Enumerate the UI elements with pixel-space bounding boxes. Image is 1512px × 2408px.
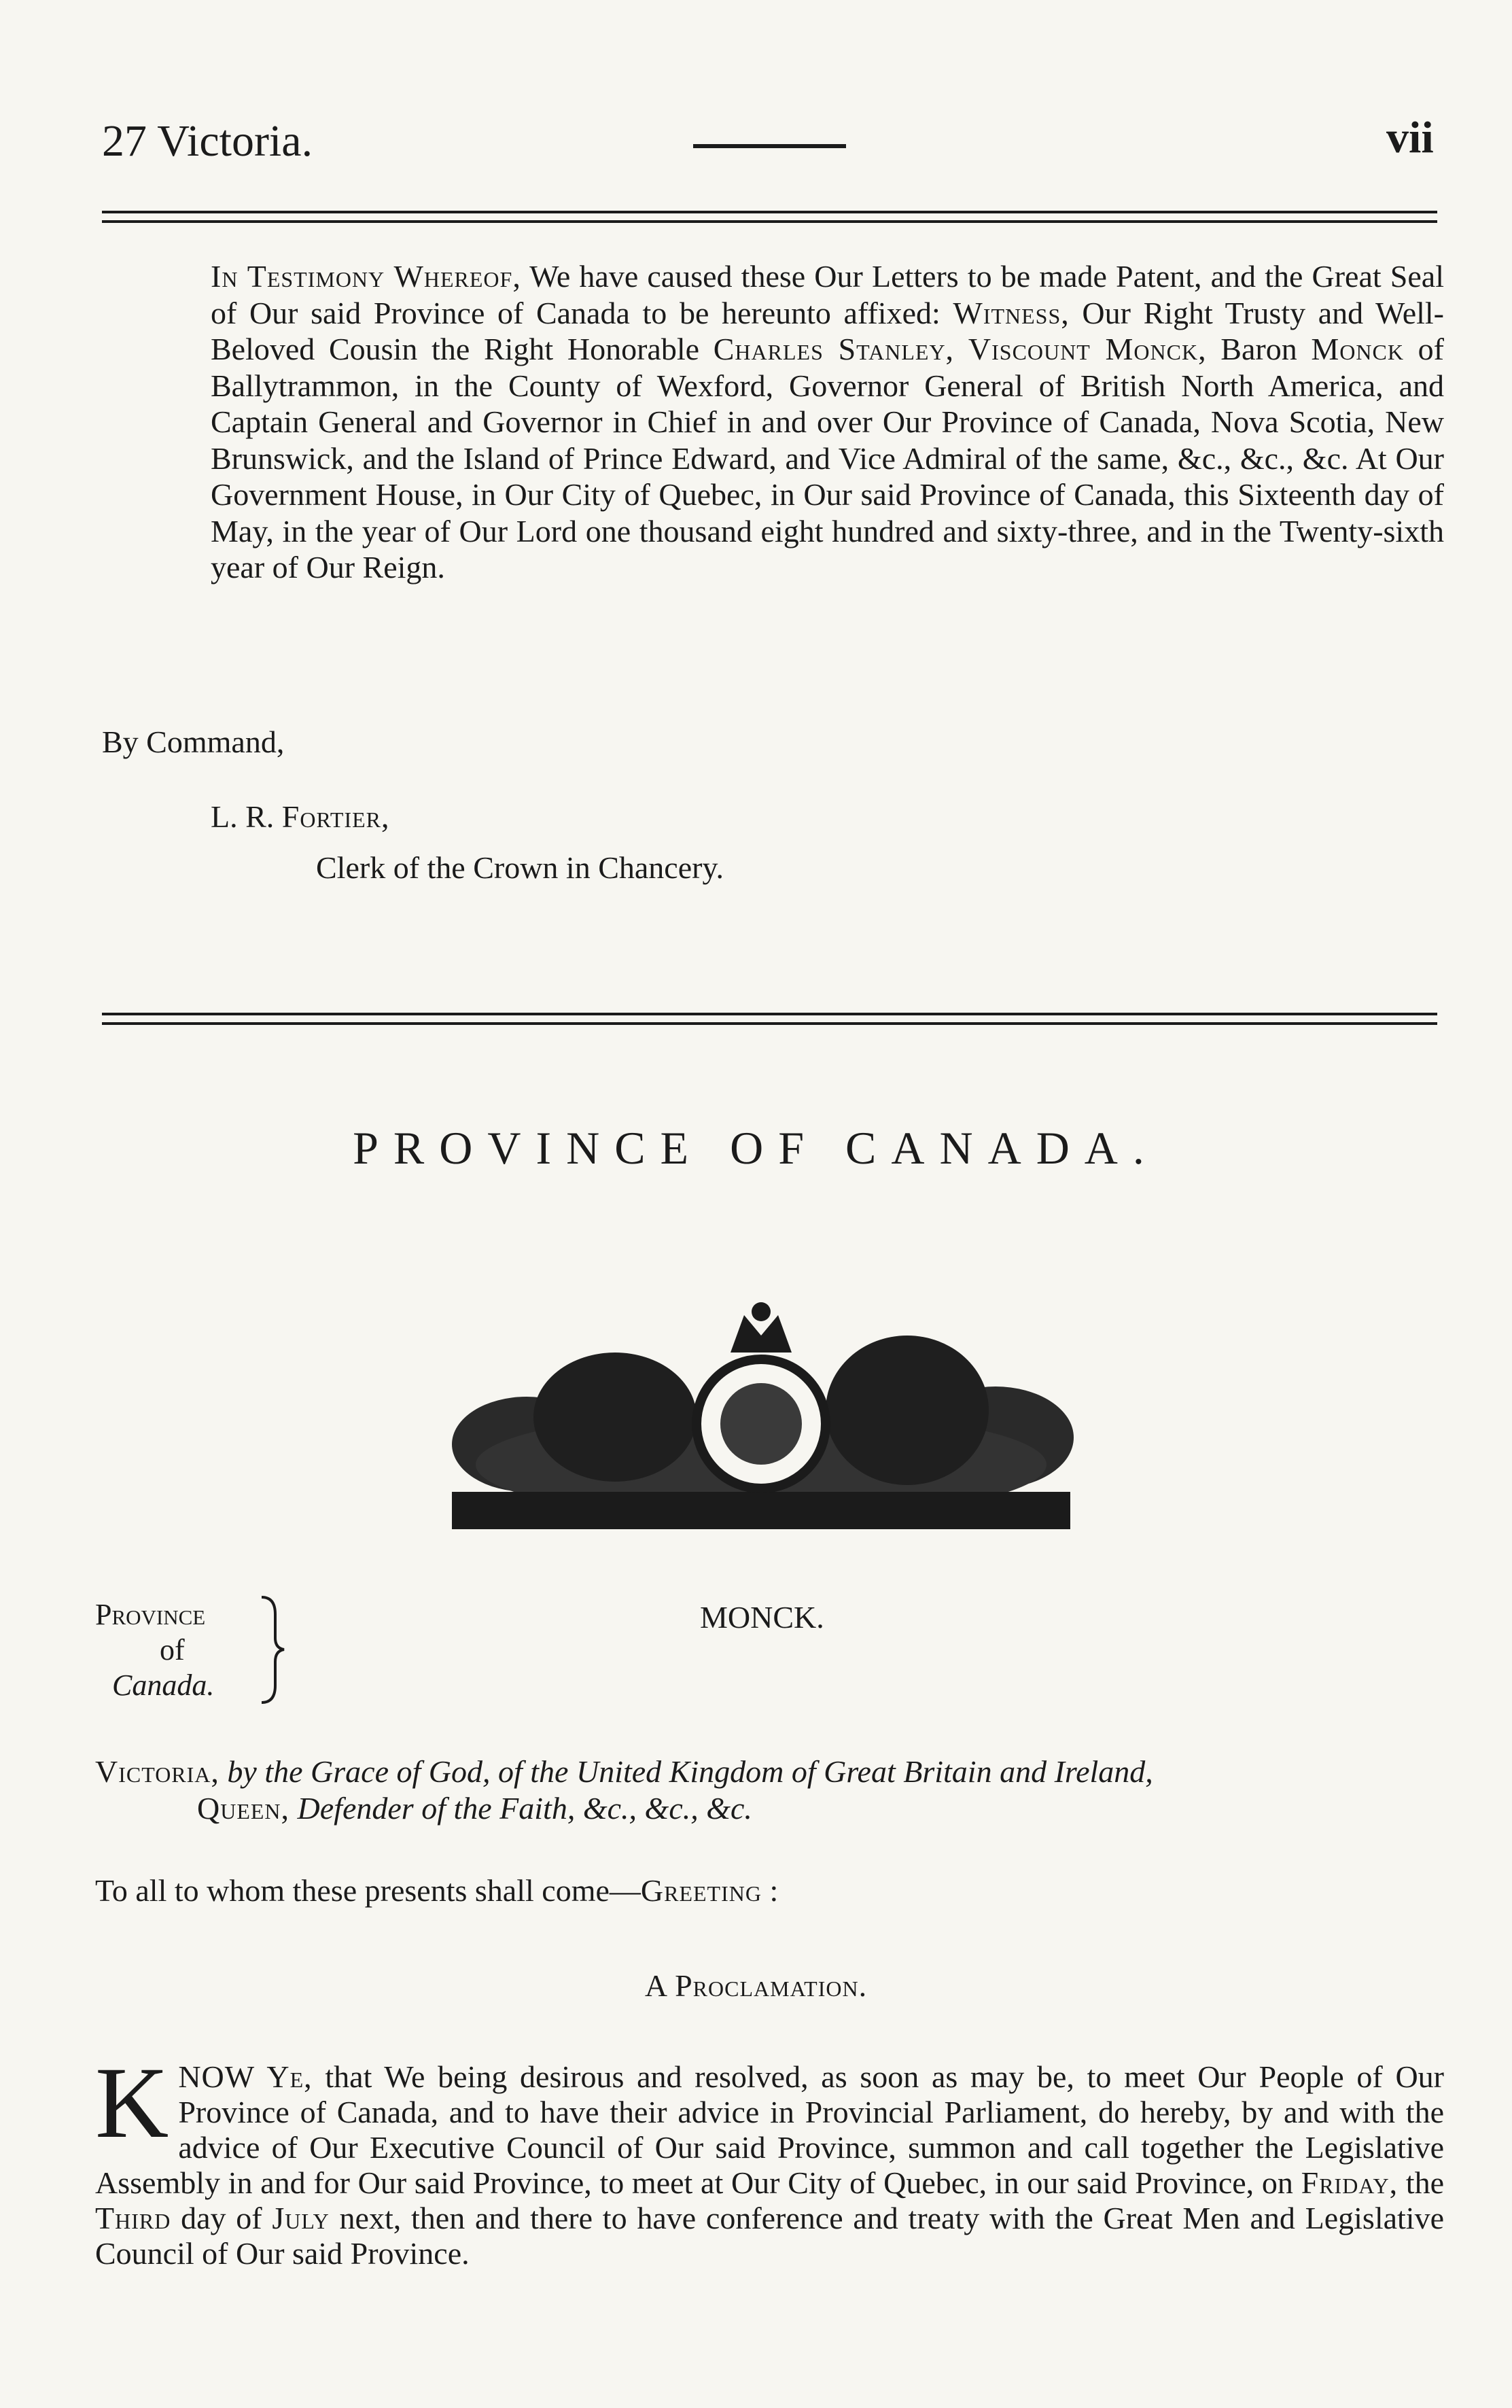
top-double-rule	[102, 211, 1437, 223]
province-line-2: of	[160, 1633, 185, 1667]
greeting-word: Greeting	[640, 1873, 762, 1908]
victoria-text-1: by the Grace of God, of the United Kingdom of Great Britain and Ireland,	[219, 1754, 1153, 1789]
province-marginal-block	[95, 1597, 214, 1703]
testimony-text-1: We have caused these Our Letters to be made Patent, and the Great Seal of Our said Province of Canada to be hereunto affixed:	[211, 259, 1444, 330]
header-dash	[693, 144, 846, 148]
signer-name: Fortier,	[281, 799, 390, 834]
victoria-text-2: Defender of the Faith, &c., &c., &c.	[289, 1791, 752, 1826]
testimony-text-2: Our Right Trusty and Well-Beloved Cousin the Right Honorable	[211, 295, 1444, 366]
province-heading: PROVINCE OF CANADA.	[353, 1122, 1159, 1174]
curly-brace	[258, 1594, 285, 1706]
know-text-4: next, then and there to have conference and treaty with the Great Men and Legislative Council of Our said Province.	[95, 2201, 1444, 2271]
to-all-text: To all to whom these presents shall come—	[95, 1873, 641, 1908]
province-line-3: Canada.	[112, 1669, 215, 1702]
running-header-left: 27 Victoria.	[102, 116, 313, 166]
signer-initials: L. R.	[211, 799, 282, 834]
know-now: NOW Ye,	[178, 2059, 313, 2094]
monck-signature: MONCK.	[700, 1600, 824, 1635]
province-line-1: Province	[95, 1598, 206, 1631]
know-text-2: the	[1398, 2165, 1444, 2200]
by-command: By Command,	[102, 725, 285, 759]
proclamation-heading: A Proclamation.	[644, 1968, 868, 2003]
testimony-monck: Monck	[1311, 332, 1404, 366]
testimony-name: Charles Stanley, Viscount Monck,	[713, 332, 1207, 366]
greeting-tail: :	[761, 1873, 779, 1908]
middle-double-rule	[102, 1013, 1437, 1025]
victoria-name: Victoria,	[95, 1754, 219, 1789]
testimony-text-3: Baron	[1206, 332, 1312, 366]
queen-word: Queen,	[197, 1791, 290, 1826]
know-friday: Friday,	[1301, 2165, 1399, 2200]
testimony-paragraph	[211, 258, 1444, 586]
know-text-1: that We being desirous and resolved, as soon as may be, to meet Our People of Our Province of Canada, and to have their advice in Provincial Parliament, do hereby, by and with the advice of Our Executive Council of Our said Province, summon and call together the Legislative Assembly in and for Our said Province, to meet at Our City of Quebec, in our said Province, on	[95, 2059, 1444, 2200]
page-number: vii	[1386, 113, 1434, 162]
clerk-title: Clerk of the Crown in Chancery.	[316, 850, 724, 885]
greeting-line	[95, 1872, 778, 1908]
testimony-witness: Witness,	[953, 295, 1070, 330]
know-third: Third	[95, 2201, 171, 2235]
know-text-3: day of	[171, 2201, 272, 2235]
royal-arms-emblem	[445, 1288, 1077, 1553]
testimony-lead: In Testimony Whereof,	[211, 259, 521, 294]
signer	[211, 799, 390, 835]
victoria-titles	[95, 1753, 1444, 1827]
know-ye-paragraph	[95, 2046, 1444, 2271]
know-july: July	[272, 2201, 330, 2235]
drop-cap: K	[95, 2046, 169, 2159]
testimony-text-4: of Ballytrammon, in the County of Wexford, Governor General of British North America, and Captain General and Governor in Chief in and over Our Province of Canada, Nova Scotia, New Brunswick, and the Island of Prince Edward, and Vice Admiral of the same, &c., &c., &c. At Our Government House, in Our City of Quebec, in Our said Province of Canada, this Sixteenth day of May, in the year of Our Lord one thousand eight hundred and sixty-three, and in the Twenty-sixth year of Our Reign.	[211, 332, 1444, 584]
